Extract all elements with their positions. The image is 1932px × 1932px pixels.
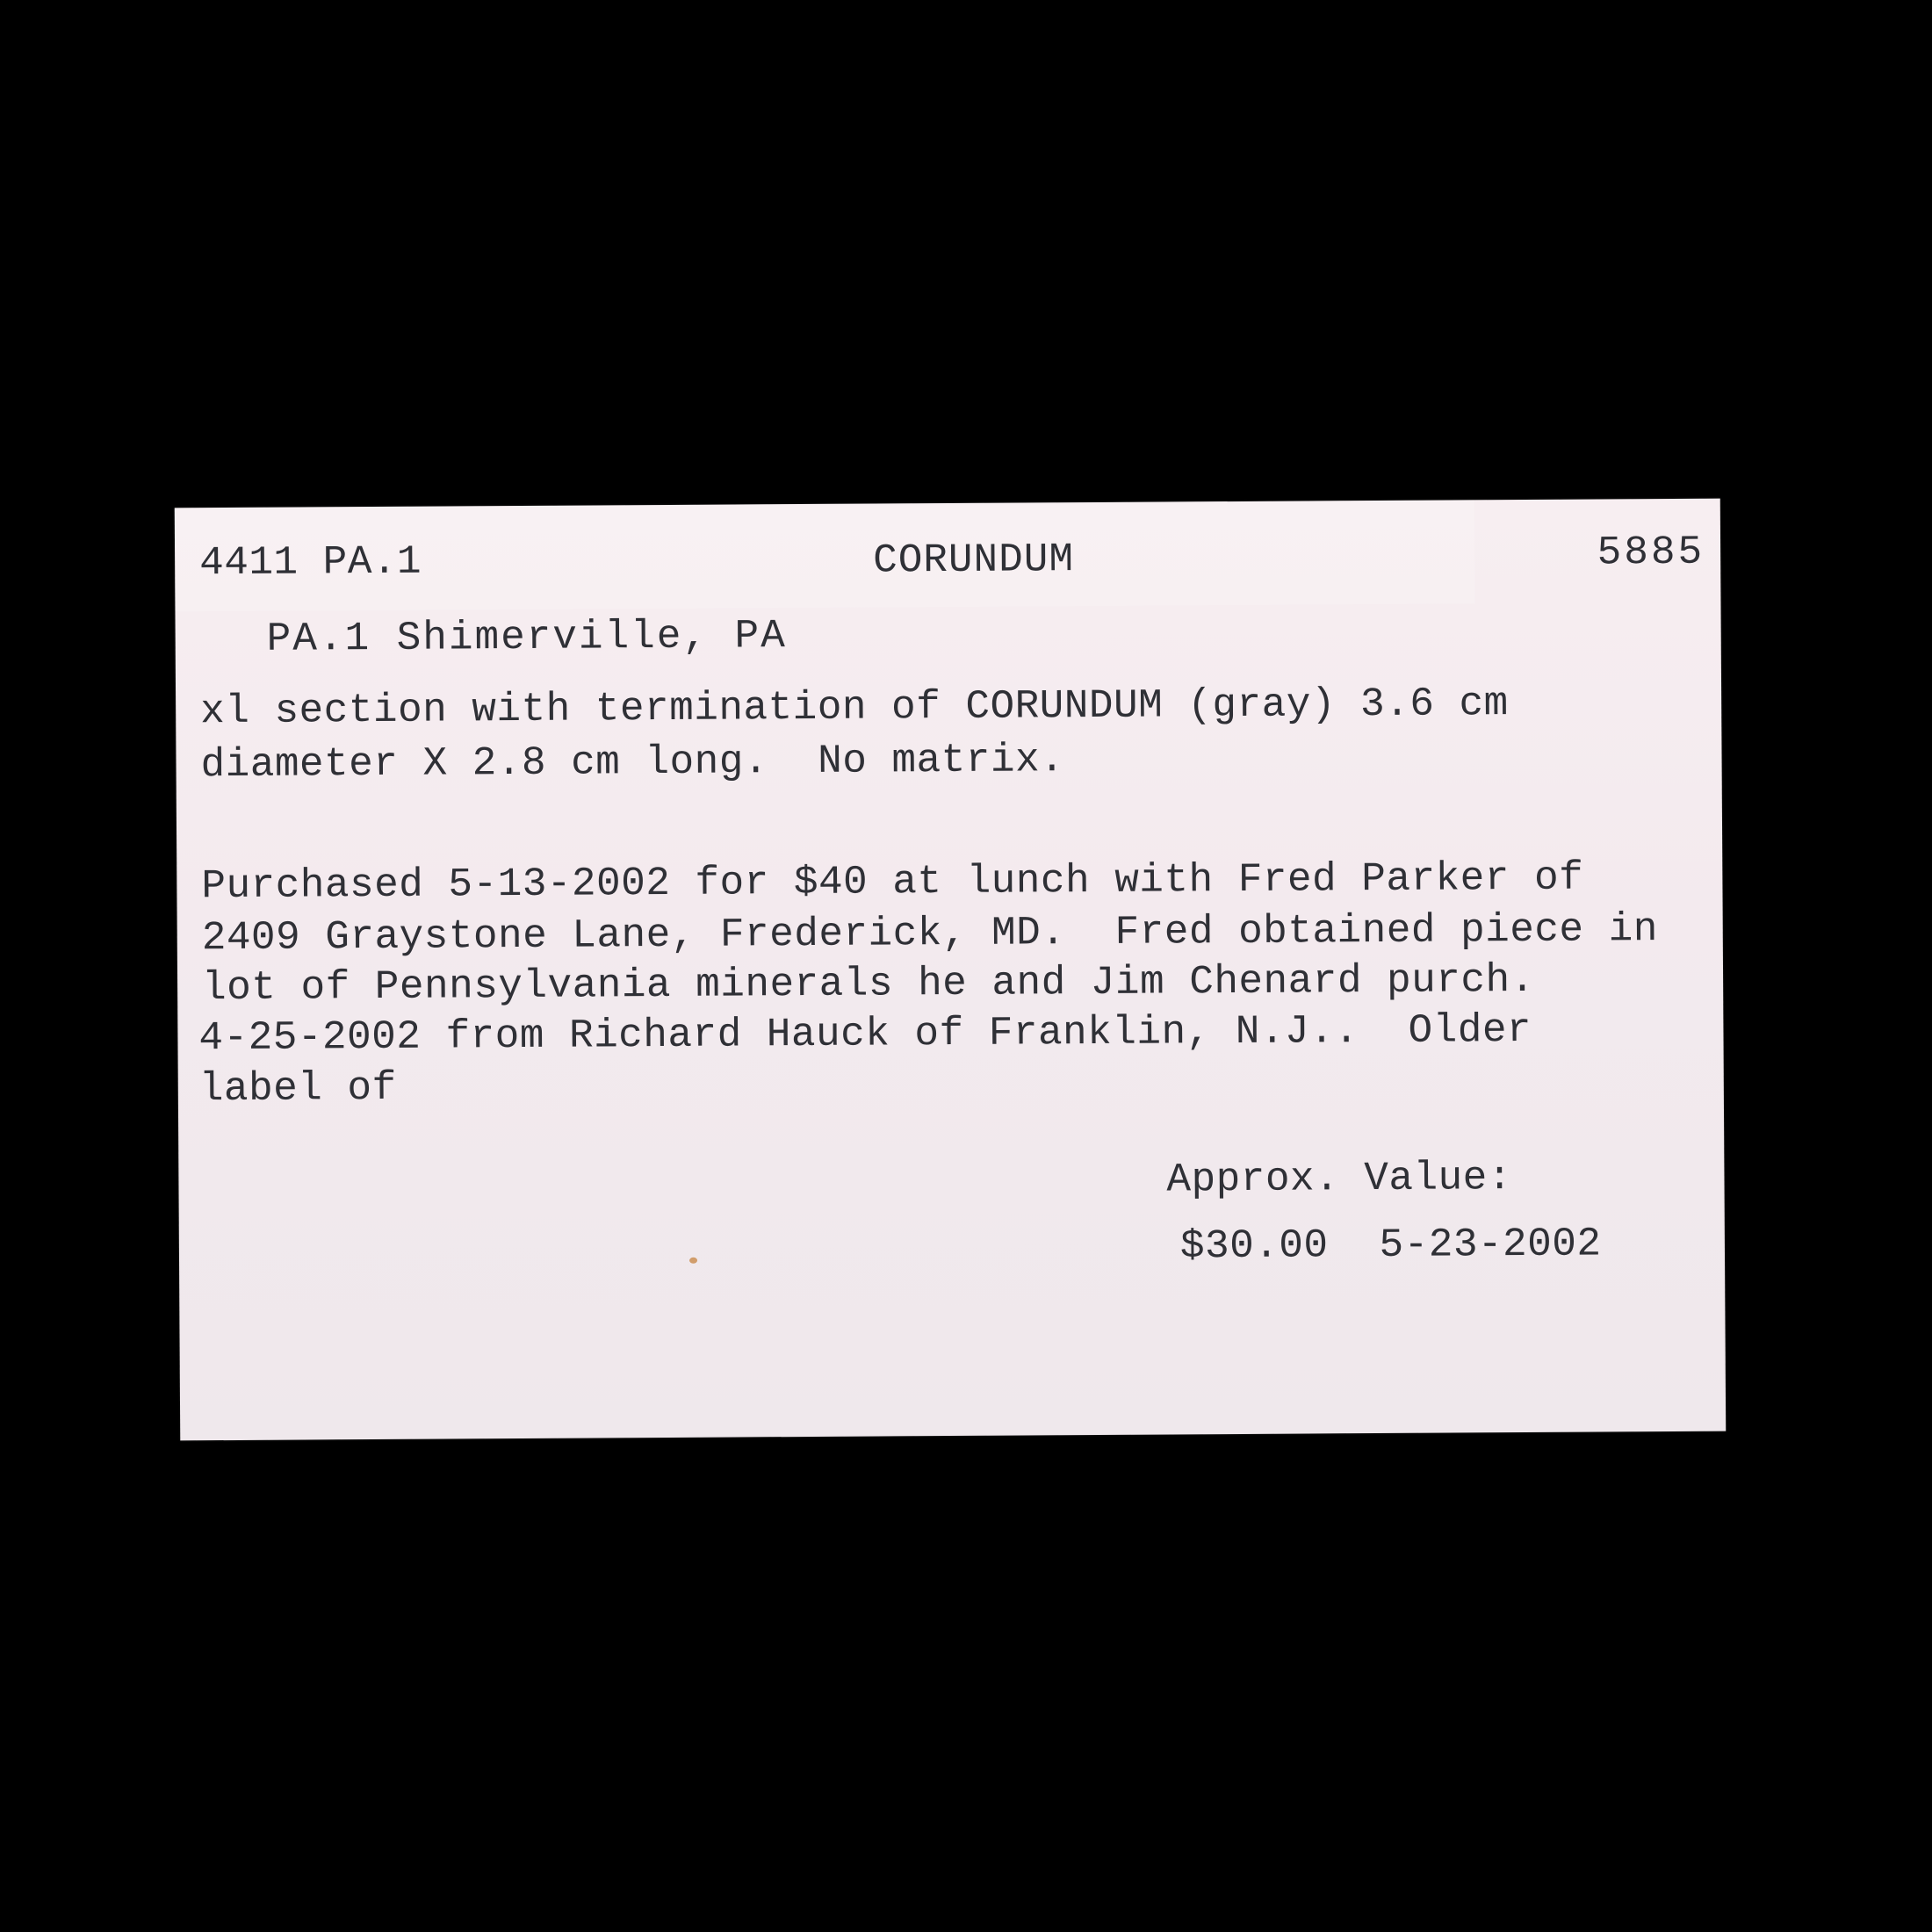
approx-value-row	[1180, 1217, 1602, 1272]
mineral-name: CORUNDUM	[872, 537, 1075, 584]
catalog-number: 4411 PA.1	[198, 538, 422, 587]
description-line-2: diameter X 2.8 cm long. No matrix.	[200, 737, 1065, 789]
approx-value-label: Approx. Value:	[1166, 1155, 1513, 1203]
specimen-label-card	[175, 499, 1726, 1441]
provenance-line-4: 4-25-2002 from Richard Hauck of Franklin, N.J.. Older	[198, 1006, 1532, 1062]
locality: PA.1 Shimerville, PA	[266, 613, 787, 662]
provenance-line-1: Purchased 5-13-2002 for $40 at lunch with Fred Parker of	[201, 854, 1584, 910]
specimen-number: 5885	[1597, 529, 1705, 576]
stain-spot	[689, 1258, 697, 1264]
approx-value-date: 5-23-2002	[1379, 1221, 1602, 1269]
description-line-1: xl section with termination of CORUNDUM (gray) 3.6 cm	[200, 681, 1509, 735]
provenance-line-3: lot of Pennsylvania minerals he and Jim Chenard purch.	[201, 956, 1535, 1012]
provenance-line-5: label of	[198, 1064, 397, 1113]
approx-value-amount: $30.00	[1179, 1222, 1329, 1270]
provenance-line-2: 2409 Graystone Lane, Frederick, MD. Fred obtained piece in	[201, 906, 1659, 962]
